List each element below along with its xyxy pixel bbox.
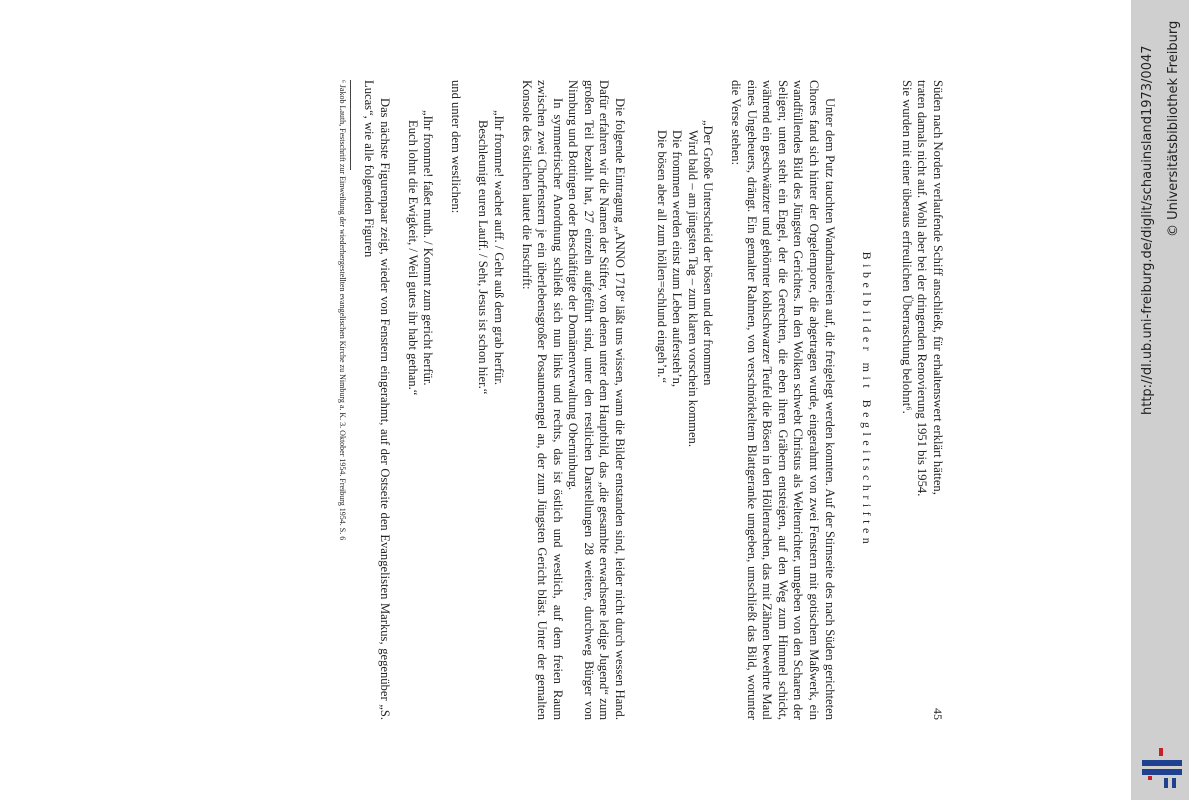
verse-line: Wird bald – am jüngsten Tag – zum klaren vorschein kommen.	[685, 130, 700, 447]
verse-block-2	[475, 80, 506, 720]
footnote-rule	[350, 80, 351, 170]
verse-line: Die bösen aber all zum höllen=schlund eingeh’n.“	[654, 130, 669, 383]
paragraph-trumpet-angels: In symmetrischer Anordnung schließt sich nun links und rechts, das ist östlich und westlich, auf dem freien Raum zwischen zwei Chorfenstern je ein überlebensgroßer Posaunenengel an, der zum Jüngsten Gericht bläst. Unter der gemalten Konsole des östlichen lautet die Inschrift:	[519, 80, 565, 720]
intro-line: Süden nach Norden verlaufende Schiff anschließt, für erhaltenswert erklärt hätten,	[931, 80, 945, 495]
intro-paragraph	[898, 80, 945, 720]
verse-block-3	[404, 80, 435, 720]
section-heading: Bibelbilder mit Begleitschriften	[860, 251, 875, 549]
verse-line: Die frommen werden einst zum Leben aufersteh’n,	[670, 130, 685, 388]
paragraph-last-judgement: Unter dem Putz tauchten Wandmalereien auf, die freigelegt werden konnten. Auf der Stirnseite des nach Süden gerichteten Chores fand sich hinter der Orgelempore, die abgetragen wurde, eingerahmt von zwei Fenstern mit gotischem Maßwerk, ein wandfüllendes Bild des Jüngsten Gerichtes. In den Wolken schwebt Christus als Weltenrichter, umgeben von den Scharen der Seligen; unten steht ein Engel, der die Gerechten, die eben ihren Gräbern entsteigen, auf den Weg zum Himmel schickt, während ein geschwänzter und gehörnter kohlschwarzer Teufel die Bösen in den Höllenrachen, das mit Zähnen bewehrte Maul eines Ungeheuers, drängt. Ein gemalter Rahmen, von verschnörkeltem Blattgeranke umgeben, umschließt das Bild, worunter die Verse stehen:	[729, 80, 837, 720]
paragraph-evangelists: Das nächste Figurenpaar zeigt, wieder von Fenstern eingerahmt, auf der Ostseite den Evangelisten Markus, gegenüber „S. Lucas“, wie alle folgenden Figuren	[362, 80, 392, 720]
intro-line: traten damals nicht auf. Wohl aber bei der dringenden Renovierung 1951 bis 1954.	[915, 80, 930, 497]
paragraph-anno-1718: Die folgende Eintragung „ANNO 1718“ läßt uns wissen, wann die Bilder entstanden sind, leider nicht durch wessen Hand. Dafür erfahren wir die Namen der Stifter, von denen unter dem Hauptbild, das „die gesambte erwachsene ledige Jugend“ zum großen Teil bezahlt hat, 27 einzeln aufgeführt sind, unter den restlichen Darstellungen 28 weitere, durchweg Bürger von Nimburg und Bottingen oder Beschäftigte der Domänenverwaltung Oberninburg.	[566, 80, 628, 720]
library-logo-icon	[1142, 748, 1182, 788]
footnote: ⁶ Jakob Lauth, Festschrift zur Einweihung der wiederhergestellten evangelischen Kirche zu Nimburg a. K. 3. Oktober 1954. Freiburg 1954. S. 6	[337, 80, 347, 541]
verse-line: Beschleunigt euren Lauff. / Seht, Jesus ist schon hier.“	[476, 120, 491, 395]
source-url-link[interactable]: http://dl.ub.uni-freiburg.de/diglit/schauinsland1973/0047	[1140, 45, 1155, 415]
verse-block-1	[653, 80, 715, 720]
verse-line: Euch lohnt die Ewigkeit, / Weil gutes ihr habt gethan.“	[405, 120, 420, 396]
copyright-text: © Universitätsbibliothek Freiburg	[1166, 20, 1181, 237]
page-number: 45	[931, 708, 945, 720]
verse-line: „Ihr fromme! faßet muth. / Kommt zum gericht herfür.	[421, 110, 436, 386]
western-label: und unter dem westlichen:	[448, 80, 463, 214]
verse-line: „Der Große Unterscheid der bösen und der frommen	[701, 120, 716, 386]
rotated-book-page	[195, 80, 945, 720]
verse-line: „Ihr fromme! wachet auff. / Geht auß dem grab herfür.	[491, 110, 506, 385]
intro-line: Sie wurden mit einer überaus erfreulichen Überraschung belohnt⁶.	[899, 80, 914, 414]
